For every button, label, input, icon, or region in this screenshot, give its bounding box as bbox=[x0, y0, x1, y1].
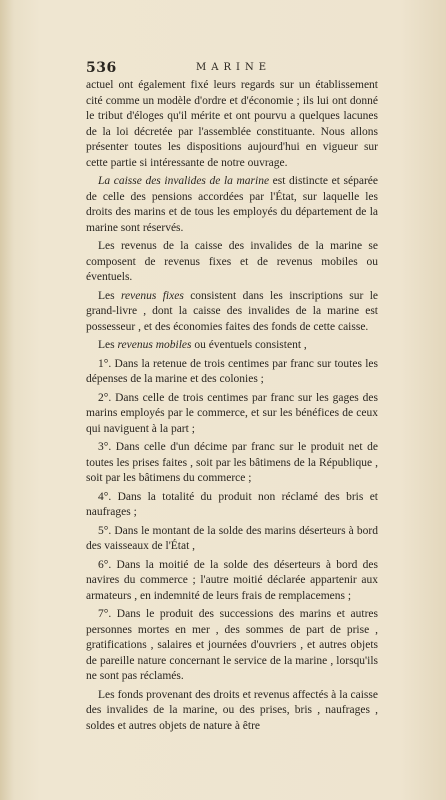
paragraph-text: Les revenus de la caisse des invalides de la marine se composent de revenus fixes et de revenus mobiles ou éventuels. bbox=[86, 240, 378, 283]
paragraph-prefix: Les bbox=[98, 289, 121, 302]
list-item bbox=[86, 391, 378, 438]
paragraph-text: 7°. Dans le produit des successions des marins et autres personnes mortes en mer , des sommes de part de prise , gratifications , salaires et journées d'ouvriers , et autres objets de pareille nature concernant le service de la marine , lorsqu'ils ne sont pas réclamés. bbox=[86, 608, 378, 682]
list-item bbox=[86, 490, 378, 521]
paragraph bbox=[86, 78, 378, 171]
paragraph-text: actuel ont également fixé leurs regards sur un établissement cité comme un modèle d'ordre et d'économie ; ils lui ont donné le tribut d'éloges qu'il mérite et ont pourvu a quelques lacunes de la loi décretée par l'assemblée constituante. Nous allons présenter toutes les dispositions aujourd'hui en vigueur sur cette partie si intéressante de notre ouvrage. bbox=[86, 79, 378, 169]
paragraph-text: 1°. Dans la retenue de trois centimes par franc sur toutes les dépenses de la marine et des colonies ; bbox=[86, 357, 378, 385]
page-header bbox=[86, 60, 378, 76]
paragraph bbox=[86, 688, 378, 735]
running-head: MARINE bbox=[196, 62, 271, 73]
paragraph-text: 2°. Dans celle de trois centimes par franc sur les gages des marins employés par le commerce, et sur les bénéfices de ceux qui naviguent à la part ; bbox=[86, 391, 378, 435]
paragraph bbox=[86, 289, 378, 336]
italic-term: revenus fixes bbox=[121, 289, 184, 302]
paragraph-text: est distincte et séparée de celle des pensions accordées par l'État, sur laquelle les droits des marins et de tous les employés du département de la marine sont réservés. bbox=[86, 175, 378, 234]
paragraph bbox=[86, 174, 378, 236]
list-item bbox=[86, 440, 378, 487]
paragraph-text: consistent dans les inscriptions sur le grand-livre , dont la caisse des invalides de la marine est possesseur , et des économies faites des fonds de cette caisse. bbox=[86, 289, 379, 333]
italic-term: revenus mobiles bbox=[117, 339, 192, 351]
list-item bbox=[86, 558, 378, 605]
paragraph-text: 3°. Dans celle d'un décime par franc sur le produit net de toutes les prises faites , soit par les bâtimens de la République , soit par les bâtimens du commerce ; bbox=[86, 441, 378, 484]
paragraph-prefix: Les bbox=[98, 339, 118, 351]
list-item bbox=[86, 524, 378, 555]
list-item bbox=[86, 607, 378, 685]
paragraph-text: Les fonds provenant des droits et revenus affectés à la caisse des invalides de la marine, ou des prises, bris , naufrages , soldes et autres objets de nature à être bbox=[86, 688, 378, 732]
paragraph-text: 6°. Dans la moitié de la solde des déserteurs à bord des navires du commerce ; l'autre moitié déclarée appartenir aux armateurs , en indemnité de leurs frais de remplacemens ; bbox=[86, 558, 378, 602]
list-item bbox=[86, 357, 378, 388]
paragraph bbox=[86, 338, 378, 354]
page-number: 536 bbox=[86, 60, 117, 76]
body-text bbox=[86, 78, 378, 737]
paragraph-text: ou éventuels consistent , bbox=[191, 339, 307, 351]
italic-term: La caisse des invalides de la marine bbox=[98, 175, 270, 187]
paragraph bbox=[86, 239, 378, 286]
paragraph-text: 5°. Dans le montant de la solde des marins déserteurs à bord des vaisseaux de l'État , bbox=[86, 524, 378, 552]
paragraph-text: 4°. Dans la totalité du produit non réclamé des bris et naufrages ; bbox=[86, 490, 378, 518]
